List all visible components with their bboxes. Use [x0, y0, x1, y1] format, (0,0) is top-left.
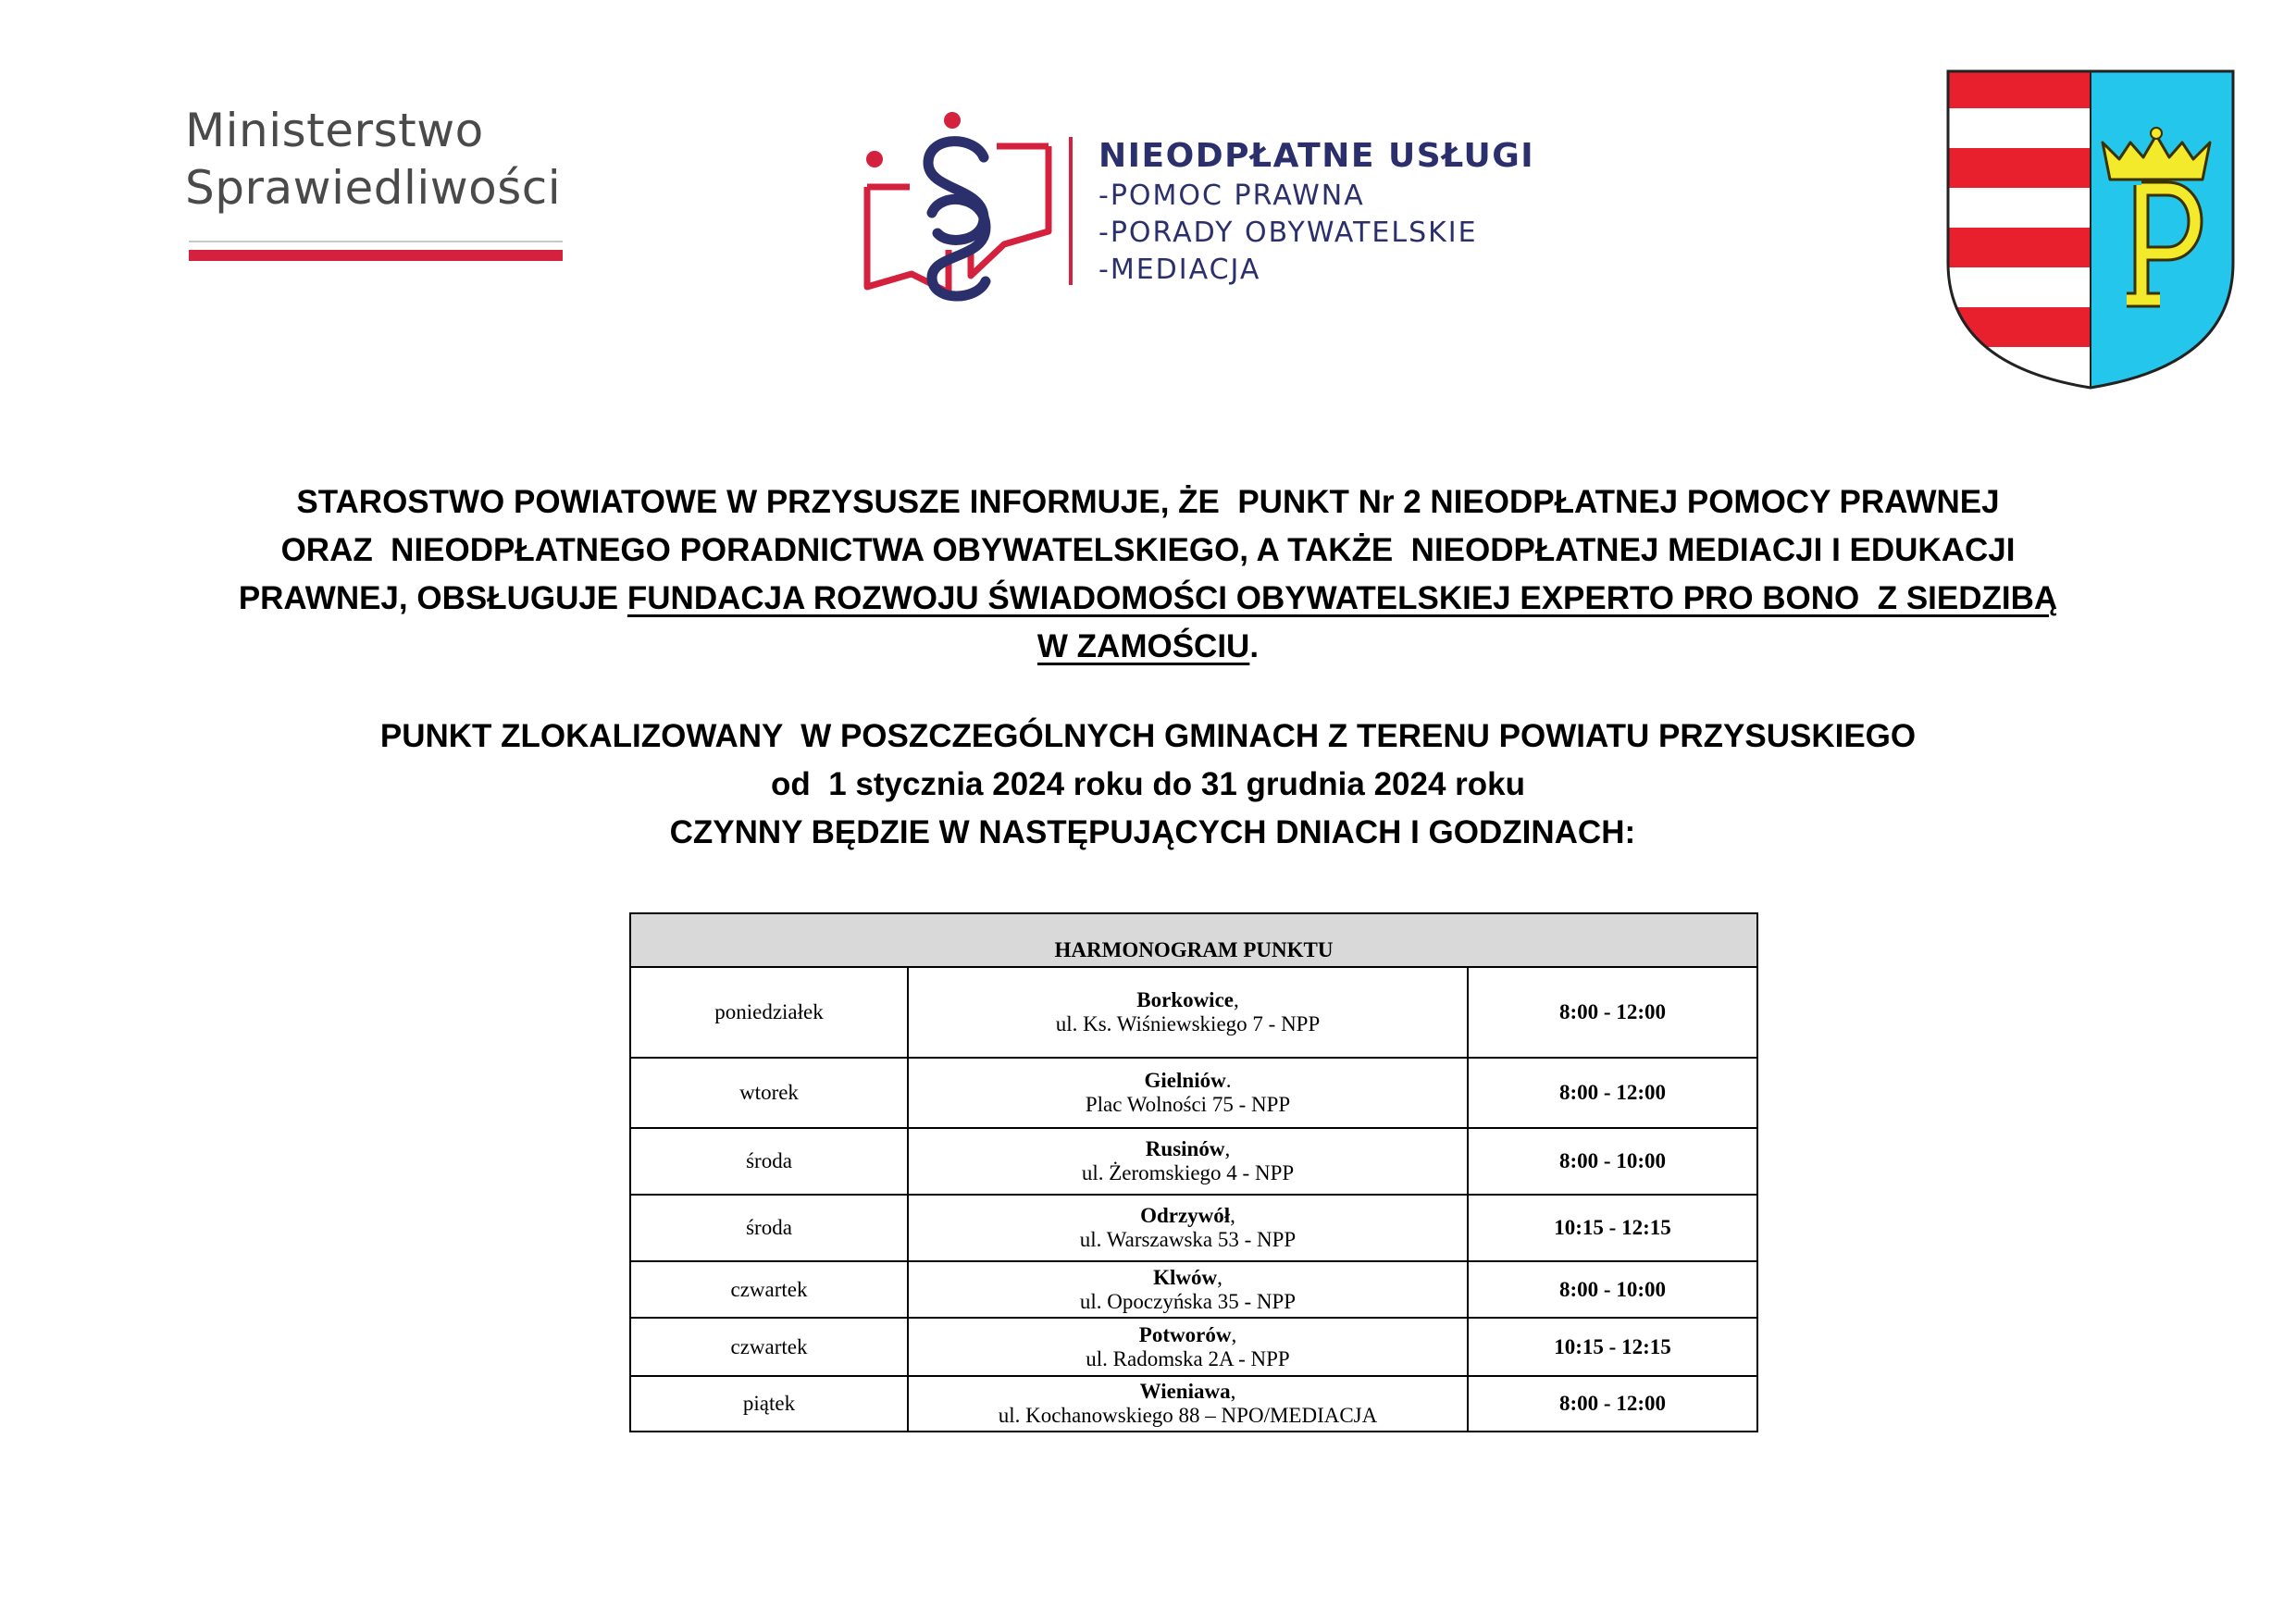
- location-notice: [0, 713, 2296, 857]
- table-row: [630, 1376, 1757, 1432]
- location-notice-line: CZYNNY BĘDZIE W NASTĘPUJĄCYCH DNIACH I GODZINACH:: [660, 814, 1636, 850]
- location-cell: [908, 1058, 1468, 1128]
- hours-cell: 8:00 - 12:00: [1468, 1376, 1757, 1432]
- announcement-line: ORAZ NIEODPŁATNEGO PORADNICTWA OBYWATELSKIEGO, A TAKŻE NIEODPŁATNEJ MEDIACJI I EDUKACJI: [280, 532, 2016, 568]
- hours-cell: 8:00 - 10:00: [1468, 1261, 1757, 1318]
- day-cell: poniedziałek: [630, 967, 908, 1058]
- hours-cell: 8:00 - 10:00: [1468, 1128, 1757, 1195]
- location-address: ul. Kochanowskiego 88 – NPO/MEDIACJA: [998, 1404, 1378, 1427]
- location-name: Potworów: [1138, 1322, 1232, 1346]
- location-notice-line: PUNKT ZLOKALIZOWANY W POSZCZEGÓLNYCH GMINACH Z TERENU POWIATU PRZYSUSKIEGO: [379, 718, 1917, 754]
- ministry-red-bar: [189, 250, 563, 261]
- program-item: -POMOC PRAWNA: [1098, 180, 1365, 212]
- location-address: Plac Wolności 75 - NPP: [1085, 1093, 1291, 1116]
- day-cell: piątek: [630, 1376, 908, 1432]
- program-logo-divider: [1069, 137, 1073, 285]
- location-punct: ,: [1217, 1265, 1222, 1289]
- program-logo-text: [1098, 135, 1534, 289]
- date-range-line: od 1 stycznia 2024 roku do 31 grudnia 2024 roku: [770, 766, 1525, 802]
- day-cell: czwartek: [630, 1261, 908, 1318]
- hours-cell: 10:15 - 12:15: [1468, 1318, 1757, 1376]
- ministry-divider: [189, 241, 563, 242]
- location-punct: ,: [1234, 988, 1239, 1011]
- location-cell: [908, 1318, 1468, 1376]
- day-cell: wtorek: [630, 1058, 908, 1128]
- table-row: [630, 1195, 1757, 1261]
- location-punct: ,: [1224, 1137, 1231, 1160]
- program-item: -MEDIACJA: [1098, 254, 1261, 286]
- table-row: [630, 1058, 1757, 1128]
- announcement-line3-prefix: PRAWNEJ, OBSŁUGUJE: [238, 580, 627, 616]
- table-row: [630, 1128, 1757, 1195]
- location-address: ul. Radomska 2A - NPP: [1086, 1346, 1290, 1370]
- schedule-header-row: [630, 913, 1757, 967]
- day-cell: czwartek: [630, 1318, 908, 1376]
- day-cell: środa: [630, 1195, 908, 1261]
- ministry-logo: [185, 102, 574, 287]
- location-cell: [908, 1195, 1468, 1261]
- paragraph-book-icon: [856, 111, 1060, 305]
- location-cell: [908, 1128, 1468, 1195]
- location-address: ul. Żeromskiego 4 - NPP: [1081, 1161, 1295, 1184]
- hours-cell: 8:00 - 12:00: [1468, 1058, 1757, 1128]
- schedule-header: HARMONOGRAM PUNKTU: [630, 913, 1757, 967]
- schedule-table: [629, 912, 1758, 1432]
- table-row: [630, 1261, 1757, 1318]
- announcement-paragraph: [0, 478, 2296, 671]
- announcement-line: [0, 623, 2296, 671]
- ministry-name-line1: Ministerstwo: [185, 104, 484, 157]
- foundation-name: FUNDACJA ROZWOJU ŚWIADOMOŚCI OBYWATELSKIEJ EXPERTO PRO BONO Z SIEDZIBĄ: [627, 580, 2058, 616]
- foundation-seat: W ZAMOŚCIU: [1036, 628, 1250, 664]
- announcement-line: STAROSTWO POWIATOWE W PRZYSUSZE INFORMUJE, ŻE PUNKT Nr 2 NIEODPŁATNEJ POMOCY PRAWNEJ: [296, 484, 2000, 520]
- location-name: Rusinów: [1145, 1137, 1225, 1160]
- schedule-body: [630, 967, 1757, 1432]
- location-name: Gielniów: [1144, 1069, 1226, 1092]
- location-name: Wieniawa: [1139, 1380, 1231, 1403]
- location-punct: ,: [1230, 1380, 1236, 1403]
- location-punct: ,: [1230, 1204, 1235, 1227]
- program-logo: [856, 111, 1541, 305]
- announcement-line: [0, 575, 2296, 623]
- coat-of-arms-icon: [1945, 68, 2236, 391]
- location-punct: .: [1225, 1069, 1232, 1092]
- announcement-line4-suffix: .: [1249, 628, 1260, 664]
- location-name: Odrzywół: [1140, 1204, 1231, 1227]
- day-cell: środa: [630, 1128, 908, 1195]
- location-address: ul. Ks. Wiśniewskiego 7 - NPP: [1055, 1012, 1321, 1035]
- location-address: ul. Opoczyńska 35 - NPP: [1079, 1289, 1297, 1313]
- location-address: ul. Warszawska 53 - NPP: [1079, 1228, 1297, 1251]
- program-title: NIEODPŁATNE USŁUGI: [1098, 137, 1535, 175]
- table-row: [630, 967, 1757, 1058]
- program-item: -PORADY OBYWATELSKIE: [1098, 217, 1478, 249]
- hours-cell: 8:00 - 12:00: [1468, 967, 1757, 1058]
- table-row: [630, 1318, 1757, 1376]
- location-name: Klwów: [1153, 1265, 1218, 1289]
- location-name: Borkowice: [1136, 988, 1234, 1011]
- location-punct: ,: [1231, 1322, 1237, 1346]
- ministry-name-line2: Sprawiedliwości: [185, 161, 562, 215]
- location-cell: [908, 1376, 1468, 1432]
- location-cell: [908, 967, 1468, 1058]
- location-cell: [908, 1261, 1468, 1318]
- hours-cell: 10:15 - 12:15: [1468, 1195, 1757, 1261]
